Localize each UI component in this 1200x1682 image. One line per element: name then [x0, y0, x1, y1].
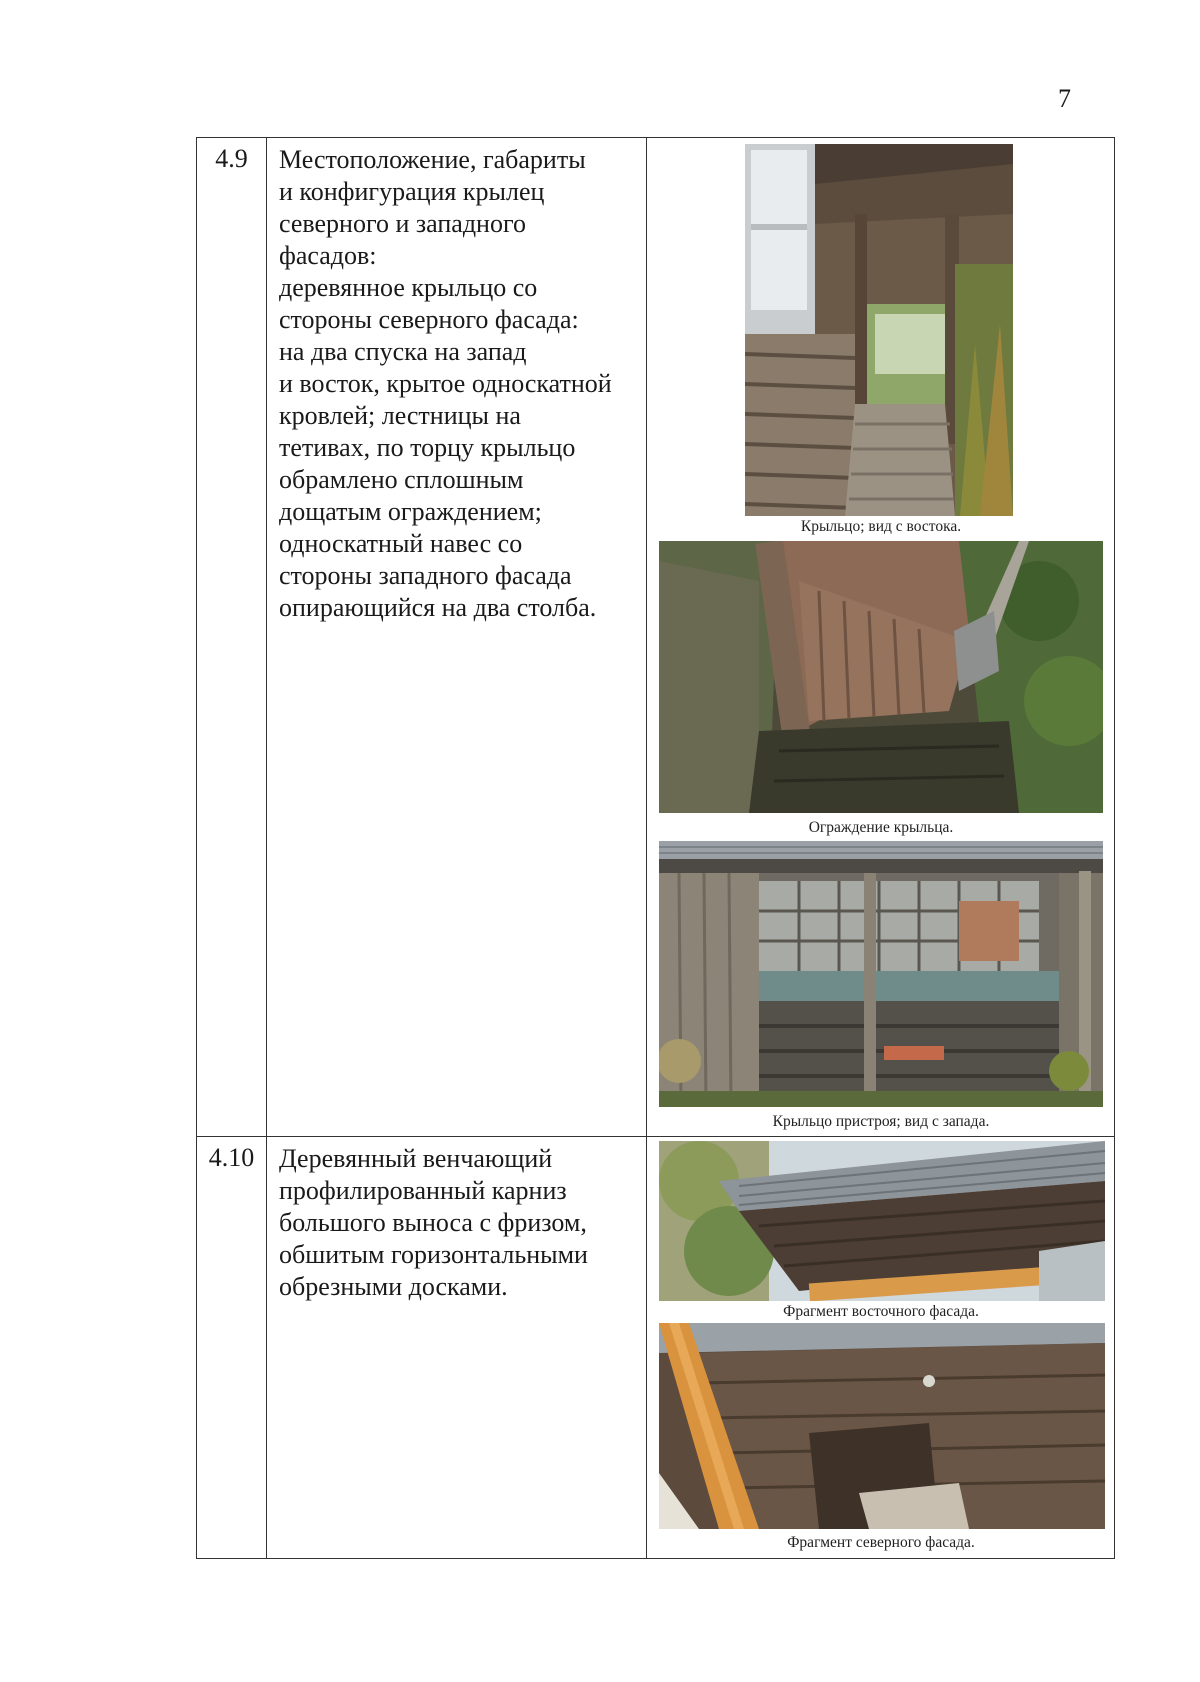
description-line: Местоположение, габариты [279, 145, 586, 174]
description-line: деревянное крыльцо со [279, 273, 538, 302]
description-line: и восток, крытое односкатной [279, 369, 612, 398]
photo-porch-railing [659, 541, 1103, 813]
row-number: 4.10 [197, 1137, 267, 1559]
description-line: обшитым горизонтальными [279, 1240, 588, 1269]
photo-block [647, 1137, 1115, 1323]
photo-caption: Фрагмент восточного фасада. [783, 1303, 979, 1320]
photo-north-facade [659, 1323, 1105, 1529]
description-line: Деревянный венчающий [279, 1144, 553, 1173]
description-line: на два спуска на запад [279, 337, 527, 366]
description-line: стороны западного фасада [279, 561, 572, 590]
photo-block [647, 138, 1115, 538]
table-row [197, 1137, 1115, 1559]
photo-annex-porch-west [659, 841, 1103, 1107]
photo-block [647, 541, 1115, 841]
row-description [267, 138, 647, 1137]
description-line: северного и западного [279, 209, 526, 238]
description-line: обрамлено сплошным [279, 465, 524, 494]
description-table [196, 137, 1115, 1559]
photo-caption: Ограждение крыльца. [808, 819, 954, 836]
row-number: 4.9 [197, 138, 267, 1137]
description-line: односкатный навес со [279, 529, 523, 558]
photo-porch-east [745, 144, 1013, 516]
description-line: фасадов: [279, 241, 377, 270]
description-line: большого выноса с фризом, [279, 1208, 587, 1237]
description-line: стороны северного фасада: [279, 305, 579, 334]
photo-east-facade [659, 1141, 1105, 1301]
description-line: и конфигурация крылец [279, 177, 545, 206]
description-line: опирающийся на два столба. [279, 593, 597, 622]
row-photos [647, 138, 1115, 1137]
photo-caption: Крыльцо; вид с востока. [800, 518, 962, 535]
row-photos [647, 1137, 1115, 1559]
description-line: кровлей; лестницы на [279, 401, 521, 430]
description-line: обрезными досками. [279, 1272, 508, 1301]
description-line: профилированный карниз [279, 1176, 567, 1205]
row-description [267, 1137, 647, 1559]
description-line: тетивах, по торцу крыльцо [279, 433, 576, 462]
page-number: 7 [1058, 84, 1071, 113]
photo-block [647, 1323, 1115, 1559]
table-row [197, 138, 1115, 1137]
photo-caption: Фрагмент северного фасада. [787, 1534, 975, 1551]
description-line: дощатым ограждением; [279, 497, 542, 526]
photo-block [647, 841, 1115, 1137]
photo-caption: Крыльцо пристроя; вид с запада. [772, 1113, 990, 1130]
